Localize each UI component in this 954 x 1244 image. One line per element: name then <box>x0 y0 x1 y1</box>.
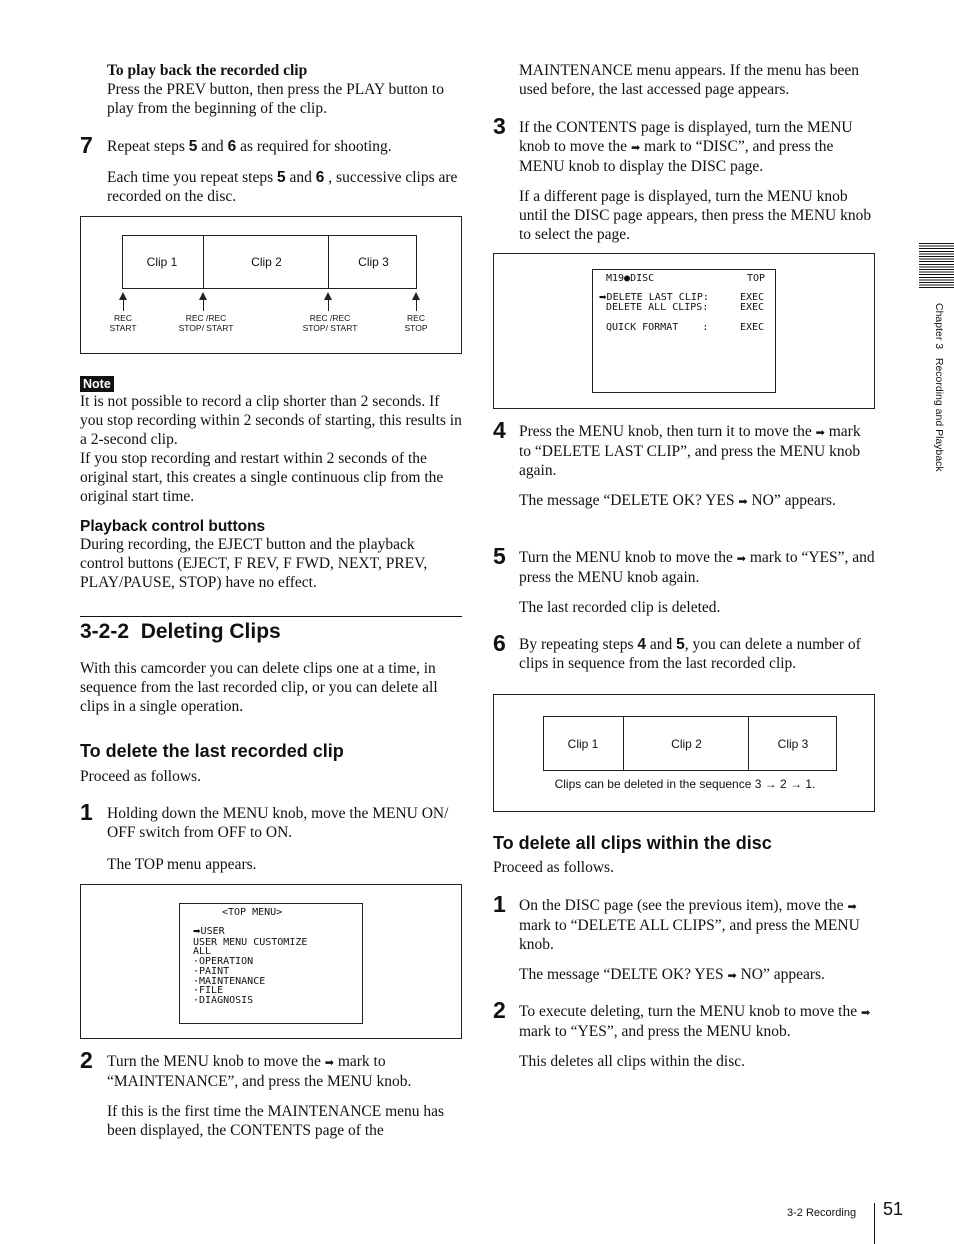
step-4-subtext: The message “DELETE OK? YES ➡ NO” appears. <box>519 492 875 512</box>
step-6-number: 6 <box>493 630 506 656</box>
disc-menu-row-1-value: EXEC <box>740 292 765 303</box>
rec-stop-start-label: REC /REC STOP/ START <box>178 313 234 333</box>
section-rule <box>80 616 462 617</box>
arrow-mark-icon: ➡ <box>815 426 825 439</box>
disc-menu-row-2-value: EXEC <box>740 302 765 313</box>
rec-stop-start-label: REC /REC STOP/ START <box>302 313 358 333</box>
step-6-text: By repeating steps 4 and 5, you can delete a number of clips in sequence from the last recorded clip. <box>519 636 861 672</box>
rec-start-label: REC START <box>109 313 137 333</box>
arrow-mark-icon: ➡ <box>847 900 857 913</box>
arrow-shaft <box>328 299 330 311</box>
step-7-text: Repeat steps 5 and 6 as required for shooting. <box>107 138 392 155</box>
step-all-1-subtext: The message “DELTE OK? YES ➡ NO” appears. <box>519 966 875 986</box>
top-menu-figure <box>80 884 462 1039</box>
step-5-number: 5 <box>493 543 506 569</box>
arrow-mark-icon: ➡ <box>738 495 748 508</box>
clip-2-cell: Clip 2 <box>203 236 329 288</box>
step-5-text: Turn the MENU knob to move the ➡ mark to “YES”, and press the MENU knob again. <box>519 549 875 586</box>
disc-menu-row-1: ➡DELETE LAST CLIP: <box>599 292 709 303</box>
step-all-2-subtext: This deletes all clips within the disc. <box>519 1053 745 1070</box>
delete-last-heading: To delete the last recorded clip <box>80 741 344 761</box>
arrow-shaft <box>203 299 205 311</box>
step-all-2-text: To execute deleting, turn the MENU knob to move the ➡ mark to “YES”, and press the MENU knob. <box>519 1003 871 1040</box>
playback-control-heading: Playback control buttons <box>80 518 266 535</box>
playback-heading: To play back the recorded clip <box>107 62 308 79</box>
clip-1-cell: Clip 1 <box>146 255 178 269</box>
arrow-mark-icon: ➡ <box>736 552 746 565</box>
clip-2-cell: Clip 2 <box>623 717 749 770</box>
step-1-text: Holding down the MENU knob, move the MENU ON/ OFF switch from OFF to ON. <box>107 805 449 841</box>
step-4-text: Press the MENU knob, then turn it to move the ➡ mark to “DELETE LAST CLIP”, and press the MENU knob again. <box>519 423 861 479</box>
cursor-arrow-icon: ➡ <box>599 293 607 303</box>
step-1-number: 1 <box>80 799 93 825</box>
note-badge: Note <box>80 376 114 392</box>
step-4-number: 4 <box>493 417 506 443</box>
arrow-shaft <box>416 299 418 311</box>
clip-1-cell: Clip 1 <box>567 736 599 751</box>
top-menu-title: <TOP MENU> <box>222 907 283 918</box>
step-7-subtext: Each time you repeat steps 5 and 6 , successive clips are recorded on the disc. <box>107 169 458 205</box>
step-5-subtext: The last recorded clip is deleted. <box>519 599 721 616</box>
step-all-1-text: On the DISC page (see the previous item), move the ➡ mark to “DELETE ALL CLIPS”, and press the MENU knob. <box>519 897 860 953</box>
step-2-text: Turn the MENU knob to move the ➡ mark to “MAINTENANCE”, and press the MENU knob. <box>107 1053 412 1090</box>
disc-menu-title: M19●DISC <box>606 273 655 284</box>
disc-menu-figure <box>493 253 875 409</box>
clip-recording-figure <box>80 216 462 354</box>
arrow-mark-icon: ➡ <box>324 1056 334 1069</box>
arrow-shaft <box>123 299 125 311</box>
rec-stop-label: REC STOP <box>404 313 428 333</box>
footer-divider <box>874 1203 875 1244</box>
top-menu-screen <box>179 903 363 1024</box>
arrow-mark-icon: ➡ <box>630 140 641 154</box>
note-paragraph-2: If you stop recording and restart within 2 seconds of the original start, this creates a single continuous clip from the original start time. <box>80 450 444 505</box>
step-1-subtext: The TOP menu appears. <box>107 856 257 873</box>
chapter-label: Chapter 3 Recording and Playback <box>933 303 945 472</box>
chapter-tab-marker <box>919 243 954 289</box>
step-7-number: 7 <box>80 132 93 158</box>
section-title: 3-2-2 Deleting Clips <box>80 620 281 643</box>
footer-section: 3-2 Recording <box>787 1207 857 1219</box>
disc-menu-row-3-value: EXEC <box>740 322 765 333</box>
disc-menu-row-3: QUICK FORMAT : <box>606 322 709 333</box>
playback-text: Press the PREV button, then press the PLAY button to play from the beginning of the clip. <box>107 81 444 117</box>
clip-3-cell: Clip 3 <box>748 717 837 770</box>
clip-strip <box>122 235 417 289</box>
step-all-1-number: 1 <box>493 891 506 917</box>
disc-menu-top: TOP <box>747 273 766 284</box>
proceed-text: Proceed as follows. <box>80 768 201 785</box>
maintenance-continued-text: MAINTENANCE menu appears. If the menu has been used before, the last accessed page appears. <box>519 62 860 98</box>
delete-all-heading: To delete all clips within the disc <box>493 833 772 853</box>
clip-deletion-figure <box>493 694 875 812</box>
page-number: 51 <box>883 1199 904 1219</box>
step-all-2-number: 2 <box>493 997 506 1023</box>
step-3-number: 3 <box>493 113 506 139</box>
step-2-number: 2 <box>80 1047 93 1073</box>
disc-menu-row-2: DELETE ALL CLIPS: <box>606 302 709 313</box>
note-paragraph-1: It is not possible to record a clip shorter than 2 seconds. If you stop recording within 2 seconds of starting, this results in a 2-second clip. <box>80 393 462 448</box>
step-2-subtext: If this is the first time the MAINTENANCE menu has been displayed, the CONTENTS page of the <box>107 1103 445 1139</box>
cursor-arrow-icon: ➡ <box>193 927 201 937</box>
clip-strip <box>543 716 837 771</box>
arrow-mark-icon: ➡ <box>727 969 737 982</box>
arrow-mark-icon: ➡ <box>860 1006 871 1019</box>
disc-menu-screen <box>592 269 776 393</box>
step-3-subtext: If a different page is displayed, turn the MENU knob until the DISC page appears, then press the MENU knob to select the page. <box>519 188 872 243</box>
section-intro: With this camcorder you can delete clips one at a time, in sequence from the last recorded clip, or you can delete all clips in a single operation. <box>80 660 438 715</box>
clip-3-cell: Clip 3 <box>328 236 418 288</box>
top-menu-list: ➡USER USER MENU CUSTOMIZE ALL ·OPERATION ·PAINT ·MAINTENANCE ·FILE ·DIAGNOSIS <box>193 926 308 1006</box>
step-3-text: If the CONTENTS page is displayed, turn the MENU knob to move the ➡ mark to “DISC”, and press the MENU knob to display the DISC page. <box>519 119 853 175</box>
playback-control-text: During recording, the EJECT button and the playback control buttons (EJECT, F REV, F FWD, NEXT, PREV, PLAY/PAUSE, STOP) have no effect. <box>80 536 428 591</box>
proceed-text: Proceed as follows. <box>493 859 614 876</box>
clip-deletion-caption: Clips can be deleted in the sequence 3 → 2 → 1. <box>554 777 816 791</box>
